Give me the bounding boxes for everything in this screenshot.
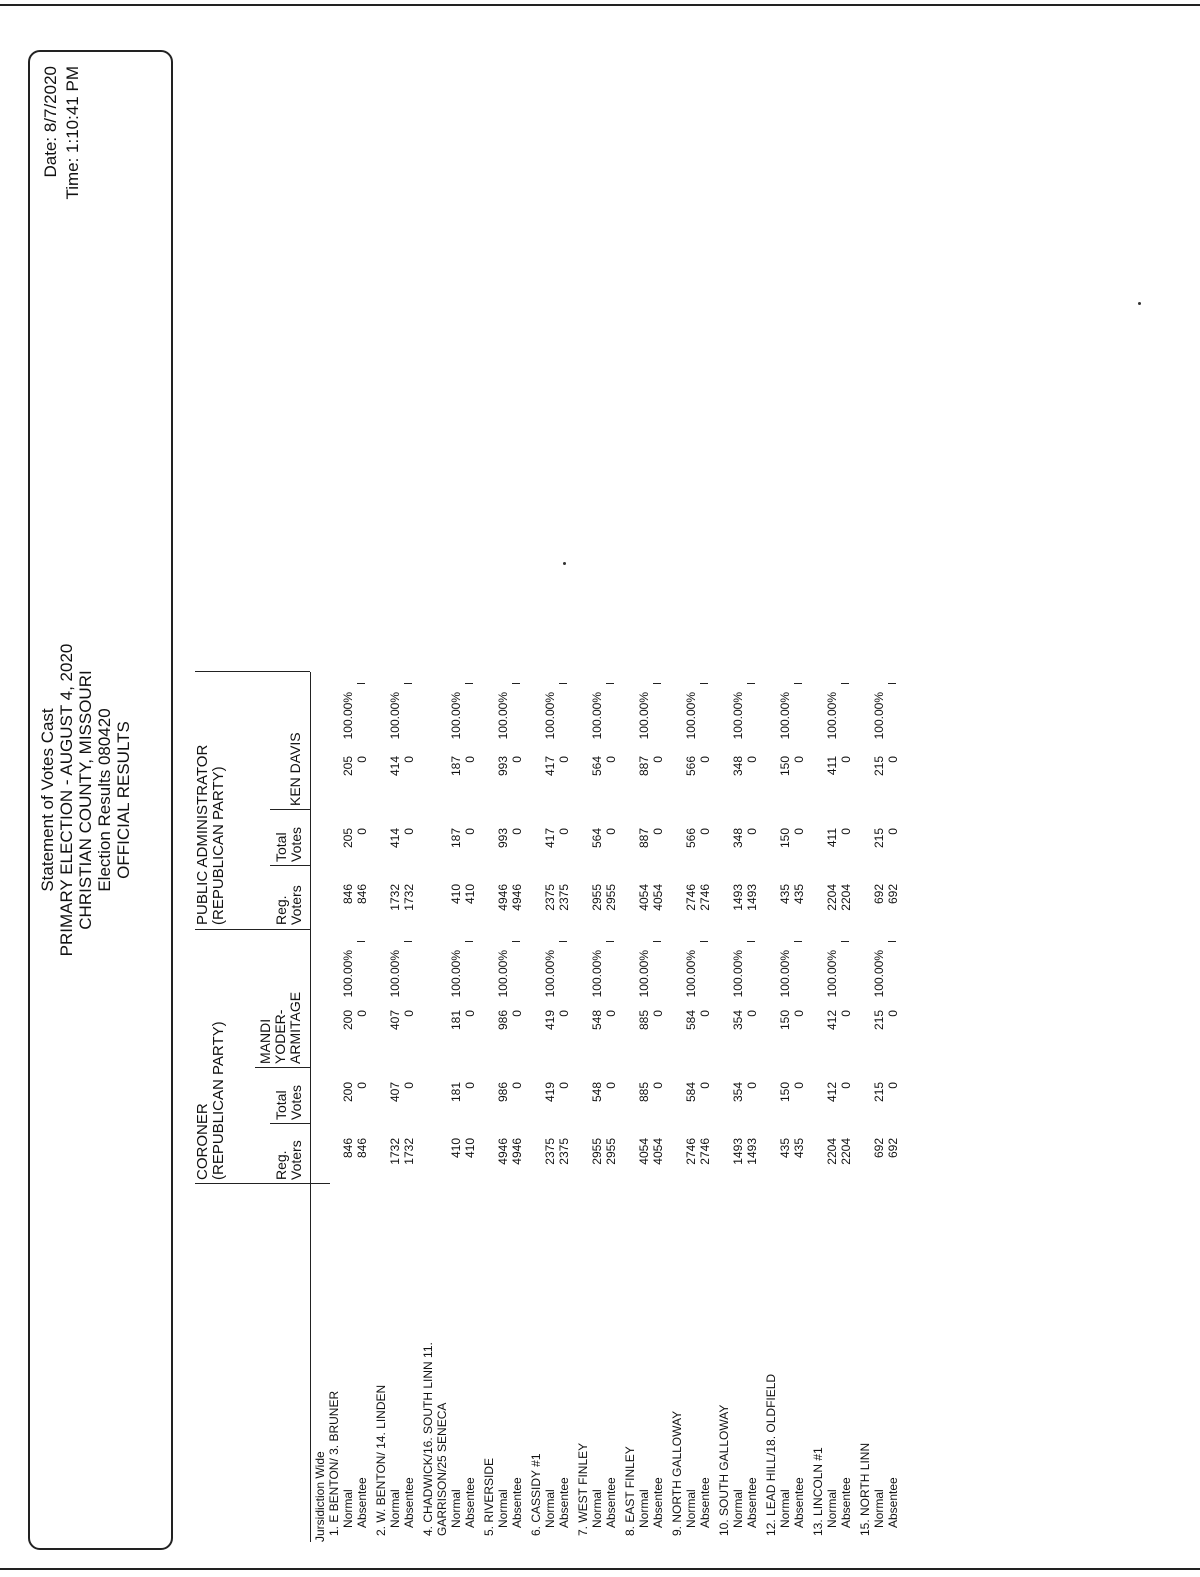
row-tick-mark xyxy=(357,683,365,684)
vote-cell: 200 xyxy=(341,1010,355,1031)
row-tick-mark xyxy=(559,683,567,684)
vote-cell: 846 xyxy=(341,1138,355,1159)
vote-cell: 692 xyxy=(886,1138,900,1159)
vote-cell: 215 xyxy=(872,1082,886,1103)
vote-cell: 887 xyxy=(637,756,651,777)
results-id: Election Results 080420 xyxy=(95,708,114,892)
vote-cell: 0 xyxy=(792,828,806,835)
vote-cell: 0 xyxy=(745,1082,759,1089)
vote-cell: 2204 xyxy=(825,1138,839,1165)
precinct-name: 5. RIVERSIDE xyxy=(482,1457,496,1536)
vote-cell: 150 xyxy=(778,756,792,777)
vote-cell: 100.00% xyxy=(590,950,604,998)
vote-cell: 0 xyxy=(355,1082,369,1089)
vote-cell: 0 xyxy=(355,1010,369,1017)
bottom-rule xyxy=(0,1568,1200,1570)
vote-cell: 0 xyxy=(463,756,477,763)
vote-cell: 846 xyxy=(341,884,355,905)
vote-cell: 548 xyxy=(590,1010,604,1031)
vote-cell: 1732 xyxy=(402,884,416,911)
vote-cell: 0 xyxy=(651,756,665,763)
vote-cell: 4054 xyxy=(637,884,651,911)
precinct-name: 15. NORTH LINN xyxy=(858,1442,872,1536)
vote-cell: 993 xyxy=(496,756,510,777)
vote-cell: 2955 xyxy=(604,1138,618,1165)
vote-cell: 407 xyxy=(388,1082,402,1103)
coroner-reg-voters-header: Reg. Voters xyxy=(273,1140,304,1180)
vote-cell: 410 xyxy=(463,1138,477,1159)
jurisdiction-label: Jursidiction Wide xyxy=(313,1451,327,1542)
report-title-block xyxy=(38,50,133,1550)
precinct-name: 6. CASSIDY #1 xyxy=(529,1453,543,1536)
vote-cell: 0 xyxy=(792,1082,806,1089)
vote-cell: 100.00% xyxy=(637,692,651,740)
vote-cell: 993 xyxy=(496,828,510,849)
vote-cell: 986 xyxy=(496,1010,510,1031)
vote-cell: 100.00% xyxy=(449,692,463,740)
vote-cell: 100.00% xyxy=(825,692,839,740)
vote-cell: 887 xyxy=(637,828,651,849)
vote-type-label: Absentee xyxy=(355,1477,369,1528)
vote-cell: 564 xyxy=(590,756,604,777)
vote-cell: 417 xyxy=(543,828,557,849)
vote-type-label: Absentee xyxy=(510,1477,524,1528)
row-tick-mark xyxy=(512,941,520,942)
vote-type-label: Normal xyxy=(872,1489,886,1528)
vote-type-label: Normal xyxy=(590,1489,604,1528)
vote-cell: 692 xyxy=(886,884,900,905)
vote-cell: 0 xyxy=(839,756,853,763)
vote-cell: 0 xyxy=(402,828,416,835)
vote-cell: 0 xyxy=(698,1082,712,1089)
vote-cell: 0 xyxy=(886,828,900,835)
vote-cell: 0 xyxy=(557,1010,571,1017)
vote-cell: 100.00% xyxy=(778,950,792,998)
vote-cell: 692 xyxy=(872,884,886,905)
vote-cell: 0 xyxy=(792,756,806,763)
precinct-name-continued: GARRISON/25 SENECA xyxy=(435,1402,449,1536)
coroner-header-divider xyxy=(195,1183,310,1184)
vote-type-label: Normal xyxy=(684,1489,698,1528)
statement-sheet xyxy=(0,30,1160,1550)
vote-cell: 1493 xyxy=(731,1138,745,1165)
vote-cell: 411 xyxy=(825,828,839,848)
vote-cell: 2375 xyxy=(543,1138,557,1165)
vote-cell: 0 xyxy=(886,1010,900,1017)
vote-cell: 1732 xyxy=(402,1138,416,1165)
vote-cell: 150 xyxy=(778,1082,792,1103)
row-tick-mark xyxy=(653,683,661,684)
vote-cell: 885 xyxy=(637,1082,651,1103)
vote-cell: 0 xyxy=(463,828,477,835)
vote-cell: 100.00% xyxy=(731,950,745,998)
row-tick-mark xyxy=(606,683,614,684)
vote-cell: 986 xyxy=(496,1082,510,1103)
vote-cell: 414 xyxy=(388,828,402,849)
vote-cell: 0 xyxy=(402,1082,416,1089)
vote-cell: 0 xyxy=(886,1082,900,1089)
vote-type-label: Absentee xyxy=(651,1477,665,1528)
vote-cell: 181 xyxy=(449,1010,463,1031)
row-tick-mark xyxy=(841,941,849,942)
vote-cell: 0 xyxy=(355,828,369,835)
vote-type-label: Normal xyxy=(778,1489,792,1528)
vote-cell: 548 xyxy=(590,1082,604,1103)
vote-cell: 100.00% xyxy=(388,692,402,740)
vote-cell: 1732 xyxy=(388,884,402,911)
vote-cell: 100.00% xyxy=(684,950,698,998)
header-divider xyxy=(270,1123,310,1124)
vote-cell: 4946 xyxy=(496,1138,510,1165)
vote-cell: 417 xyxy=(543,756,557,777)
report-title: Statement of Votes Cast xyxy=(38,708,57,892)
row-tick-mark xyxy=(559,941,567,942)
vote-cell: 0 xyxy=(604,756,618,763)
vote-cell: 4054 xyxy=(651,1138,665,1165)
vote-cell: 205 xyxy=(341,828,355,849)
ken-davis-header: KEN DAVIS xyxy=(287,732,303,806)
race-party: (REPUBLICAN PARTY) xyxy=(210,766,227,925)
vote-type-label: Normal xyxy=(731,1489,745,1528)
vote-cell: 0 xyxy=(745,1010,759,1017)
vote-cell: 0 xyxy=(792,1010,806,1017)
vote-cell: 0 xyxy=(839,828,853,835)
row-tick-mark xyxy=(465,683,473,684)
vote-type-label: Absentee xyxy=(463,1477,477,1528)
vote-cell: 354 xyxy=(731,1082,745,1103)
vote-cell: 200 xyxy=(341,1082,355,1103)
vote-cell: 100.00% xyxy=(825,950,839,998)
vote-cell: 435 xyxy=(778,884,792,905)
vote-type-label: Absentee xyxy=(839,1477,853,1528)
vote-cell: 435 xyxy=(792,1138,806,1159)
pubadmin-header-divider xyxy=(195,929,310,930)
vote-cell: 1493 xyxy=(745,884,759,911)
row-tick-mark xyxy=(512,683,520,684)
vote-type-label: Normal xyxy=(825,1489,839,1528)
vote-cell: 4054 xyxy=(651,884,665,911)
vote-cell: 0 xyxy=(698,1010,712,1017)
row-tick-mark xyxy=(888,941,896,942)
vote-cell: 2955 xyxy=(604,884,618,911)
vote-cell: 411 xyxy=(825,756,839,776)
vote-cell: 1493 xyxy=(731,884,745,911)
vote-cell: 1732 xyxy=(388,1138,402,1165)
vote-cell: 2746 xyxy=(684,884,698,911)
precinct-name: 2. W. BENTON/ 14. LINDEN xyxy=(374,1384,388,1536)
vote-cell: 348 xyxy=(731,828,745,849)
label-column-rule xyxy=(310,1183,330,1184)
vote-cell: 0 xyxy=(886,756,900,763)
vote-cell: 0 xyxy=(463,1010,477,1017)
precinct-name: 1. E BENTON/ 3. BRUNER xyxy=(327,1390,341,1536)
vote-cell: 100.00% xyxy=(388,950,402,998)
vote-cell: 419 xyxy=(543,1010,557,1031)
row-tick-mark xyxy=(700,941,708,942)
vote-cell: 846 xyxy=(355,1138,369,1159)
vote-cell: 435 xyxy=(778,1138,792,1159)
vote-cell: 566 xyxy=(684,828,698,849)
vote-cell: 1493 xyxy=(745,1138,759,1165)
column-divider xyxy=(195,671,310,672)
pubadmin-race-title xyxy=(195,745,227,925)
vote-cell: 2375 xyxy=(557,884,571,911)
row-tick-mark xyxy=(747,941,755,942)
vote-cell: 0 xyxy=(651,1010,665,1017)
vote-cell: 0 xyxy=(651,828,665,835)
vote-cell: 2746 xyxy=(684,1138,698,1165)
results-status: OFFICIAL RESULTS xyxy=(114,721,133,879)
vote-cell: 410 xyxy=(449,884,463,905)
vote-cell: 215 xyxy=(872,828,886,849)
precinct-name: 10. SOUTH GALLOWAY xyxy=(717,1404,731,1536)
vote-cell: 100.00% xyxy=(872,950,886,998)
vote-cell: 100.00% xyxy=(684,692,698,740)
vote-cell: 0 xyxy=(510,828,524,835)
vote-cell: 564 xyxy=(590,828,604,849)
vote-cell: 419 xyxy=(543,1082,557,1103)
vote-cell: 100.00% xyxy=(496,692,510,740)
vote-cell: 100.00% xyxy=(872,692,886,740)
precinct-name: 8. EAST FINLEY xyxy=(623,1446,637,1536)
vote-cell: 0 xyxy=(510,1082,524,1089)
precinct-name: 4. CHADWICK/16. SOUTH LINN 11. xyxy=(421,1342,435,1536)
vote-type-label: Normal xyxy=(637,1489,651,1528)
vote-cell: 0 xyxy=(402,756,416,763)
vote-cell: 2955 xyxy=(590,1138,604,1165)
vote-type-label: Normal xyxy=(449,1489,463,1528)
vote-cell: 100.00% xyxy=(341,950,355,998)
vote-cell: 0 xyxy=(402,1010,416,1017)
vote-cell: 0 xyxy=(604,828,618,835)
row-tick-mark xyxy=(794,683,802,684)
vote-type-label: Absentee xyxy=(698,1477,712,1528)
race-name: CORONER xyxy=(194,1103,211,1180)
vote-type-label: Absentee xyxy=(792,1477,806,1528)
vote-cell: 410 xyxy=(463,884,477,905)
vote-cell: 100.00% xyxy=(543,950,557,998)
report-date: Date: 8/7/2020 xyxy=(41,66,60,178)
header-divider xyxy=(270,865,310,866)
mandi-yoder-armitage-header: MANDI YODER- ARMITAGE xyxy=(257,991,303,1064)
vote-cell: 2204 xyxy=(839,1138,853,1165)
coroner-race-title xyxy=(195,1021,227,1180)
vote-type-label: Absentee xyxy=(557,1477,571,1528)
vote-cell: 412 xyxy=(825,1082,839,1103)
header-divider xyxy=(270,809,310,810)
vote-cell: 407 xyxy=(388,1010,402,1031)
vote-cell: 2746 xyxy=(698,1138,712,1165)
vote-cell: 2375 xyxy=(543,884,557,911)
vote-cell: 0 xyxy=(839,1010,853,1017)
vote-cell: 0 xyxy=(698,828,712,835)
header-divider xyxy=(255,1067,310,1068)
vote-cell: 181 xyxy=(449,1082,463,1103)
vote-cell: 100.00% xyxy=(778,692,792,740)
vote-cell: 348 xyxy=(731,756,745,777)
pubadmin-reg-voters-header: Reg. Voters xyxy=(273,885,304,925)
vote-cell: 2955 xyxy=(590,884,604,911)
vote-cell: 150 xyxy=(778,828,792,849)
row-tick-mark xyxy=(357,941,365,942)
vote-cell: 0 xyxy=(745,828,759,835)
vote-type-label: Normal xyxy=(388,1489,402,1528)
vote-cell: 584 xyxy=(684,1082,698,1103)
vote-cell: 566 xyxy=(684,756,698,777)
vote-cell: 0 xyxy=(839,1082,853,1089)
vote-cell: 205 xyxy=(341,756,355,777)
vote-cell: 2746 xyxy=(698,884,712,911)
vote-cell: 0 xyxy=(651,1082,665,1089)
row-tick-mark xyxy=(841,683,849,684)
row-tick-mark xyxy=(404,941,412,942)
vote-cell: 0 xyxy=(557,756,571,763)
row-tick-mark xyxy=(888,683,896,684)
header-bottom-rule xyxy=(310,672,311,1542)
vote-cell: 0 xyxy=(510,1010,524,1017)
vote-cell: 100.00% xyxy=(341,692,355,740)
vote-cell: 215 xyxy=(872,756,886,777)
vote-cell: 100.00% xyxy=(637,950,651,998)
vote-cell: 435 xyxy=(792,884,806,905)
vote-cell: 100.00% xyxy=(496,950,510,998)
vote-type-label: Normal xyxy=(496,1489,510,1528)
vote-cell: 4946 xyxy=(510,1138,524,1165)
row-tick-mark xyxy=(606,941,614,942)
vote-cell: 215 xyxy=(872,1010,886,1031)
vote-type-label: Normal xyxy=(543,1489,557,1528)
vote-cell: 100.00% xyxy=(543,692,557,740)
precinct-name: 7. WEST FINLEY xyxy=(576,1442,590,1536)
top-rule xyxy=(0,4,1200,6)
vote-cell: 0 xyxy=(355,756,369,763)
row-tick-mark xyxy=(465,941,473,942)
vote-cell: 0 xyxy=(510,756,524,763)
vote-cell: 692 xyxy=(872,1138,886,1159)
vote-cell: 4946 xyxy=(510,884,524,911)
row-tick-mark xyxy=(653,941,661,942)
vote-cell: 885 xyxy=(637,1010,651,1031)
pubadmin-total-votes-header: Total Votes xyxy=(273,826,304,862)
row-tick-mark xyxy=(794,941,802,942)
vote-cell: 100.00% xyxy=(449,950,463,998)
vote-cell: 0 xyxy=(557,1082,571,1089)
vote-cell: 150 xyxy=(778,1010,792,1031)
vote-cell: 410 xyxy=(449,1138,463,1159)
vote-cell: 100.00% xyxy=(731,692,745,740)
vote-cell: 0 xyxy=(745,756,759,763)
row-tick-mark xyxy=(404,683,412,684)
vote-cell: 354 xyxy=(731,1010,745,1031)
vote-cell: 4054 xyxy=(637,1138,651,1165)
vote-cell: 187 xyxy=(449,756,463,777)
vote-cell: 412 xyxy=(825,1010,839,1031)
precinct-name: 13. LINCOLN #1 xyxy=(811,1447,825,1536)
vote-cell: 584 xyxy=(684,1010,698,1031)
report-datetime xyxy=(40,66,84,200)
race-name: PUBLIC ADMINISTRATOR xyxy=(194,744,211,925)
precinct-name: 12. LEAD HILL/18. OLDFIELD xyxy=(764,1373,778,1536)
vote-cell: 4946 xyxy=(496,884,510,911)
report-time: Time: 1:10:41 PM xyxy=(63,66,82,200)
vote-cell: 0 xyxy=(463,1082,477,1089)
vote-cell: 0 xyxy=(698,756,712,763)
county-name: CHRISTIAN COUNTY, MISSOURI xyxy=(76,670,95,930)
vote-type-label: Normal xyxy=(341,1489,355,1528)
vote-cell: 100.00% xyxy=(590,692,604,740)
vote-cell: 846 xyxy=(355,884,369,905)
vote-type-label: Absentee xyxy=(886,1477,900,1528)
coroner-total-votes-header: Total Votes xyxy=(273,1084,304,1120)
row-tick-mark xyxy=(700,683,708,684)
vote-cell: 0 xyxy=(604,1010,618,1017)
row-tick-mark xyxy=(747,683,755,684)
vote-cell: 0 xyxy=(557,828,571,835)
vote-type-label: Absentee xyxy=(745,1477,759,1528)
vote-cell: 414 xyxy=(388,756,402,777)
vote-cell: 2204 xyxy=(825,884,839,911)
vote-cell: 187 xyxy=(449,828,463,849)
vote-type-label: Absentee xyxy=(402,1477,416,1528)
election-name: PRIMARY ELECTION - AUGUST 4, 2020 xyxy=(57,643,76,957)
vote-cell: 2375 xyxy=(557,1138,571,1165)
vote-type-label: Absentee xyxy=(604,1477,618,1528)
vote-cell: 2204 xyxy=(839,884,853,911)
race-party: (REPUBLICAN PARTY) xyxy=(210,1021,227,1180)
vote-cell: 0 xyxy=(604,1082,618,1089)
precinct-name: 9. NORTH GALLOWAY xyxy=(670,1410,684,1536)
